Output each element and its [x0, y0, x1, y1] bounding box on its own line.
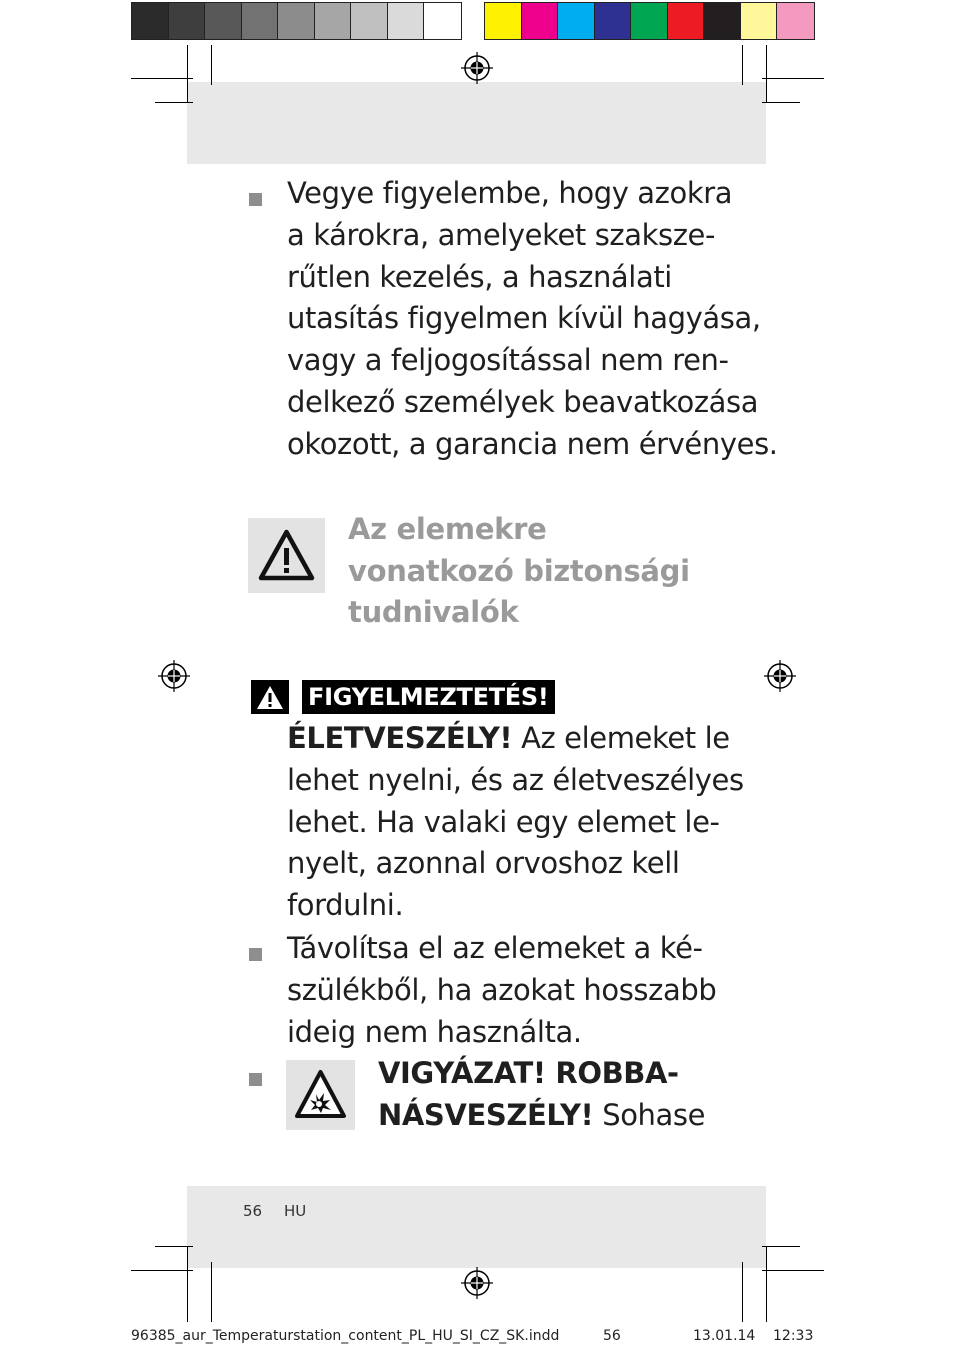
text-line: Vegye figyelembe, hogy azokra	[287, 176, 733, 210]
crop-mark	[742, 45, 743, 85]
text-line	[378, 1095, 705, 1137]
warranty-paragraph	[287, 173, 778, 466]
crop-mark	[211, 45, 212, 85]
color-swatch	[668, 3, 705, 39]
text-line: fordulni.	[287, 888, 404, 923]
crop-mark	[742, 1262, 743, 1322]
heading-line: vonatkozó biztonsági	[348, 553, 690, 588]
heading-line: Az elemekre	[348, 512, 547, 546]
language-code: HU	[284, 1202, 307, 1220]
warning-label: FIGYELMEZTETÉS!	[302, 680, 555, 714]
color-swatch	[485, 3, 522, 39]
text-line	[287, 718, 744, 760]
text-line: rűtlen kezelés, a használati	[287, 259, 672, 294]
text-line: ideig nem használta.	[287, 1014, 582, 1049]
crop-mark	[762, 102, 800, 103]
text-line: okozott, a garancia nem érvényes.	[287, 426, 778, 461]
remove-batteries-paragraph	[287, 928, 716, 1053]
explosion-icon-box	[286, 1060, 355, 1130]
registration-mark-icon	[158, 660, 190, 692]
color-swatch	[741, 3, 778, 39]
text-line: vagy a feljogosítással nem ren-	[287, 343, 729, 378]
crop-mark	[762, 1246, 800, 1247]
bullet-marker	[249, 1073, 262, 1086]
danger-lead: NÁSVESZÉLY!	[378, 1097, 594, 1132]
page-number: 56	[243, 1202, 263, 1220]
grayscale-bar	[131, 2, 462, 40]
text-line: VIGYÁZAT! ROBBA-	[378, 1056, 679, 1090]
explosion-warning-paragraph	[378, 1053, 705, 1137]
slug-page: 56	[603, 1328, 621, 1344]
section-heading	[348, 509, 690, 634]
color-swatch	[631, 3, 668, 39]
color-bar	[484, 2, 815, 40]
color-swatch	[424, 3, 461, 39]
crop-mark	[187, 45, 188, 103]
color-swatch	[169, 3, 206, 39]
text-line: szülékből, ha azokat hosszabb	[287, 972, 717, 1007]
crop-mark	[762, 1270, 824, 1271]
text-line: utasítás figyelmen kívül hagyása,	[287, 301, 761, 336]
color-swatch	[704, 3, 741, 39]
text-line: lehet. Ha valaki egy elemet le-	[287, 804, 720, 839]
warning-label-icon-box	[251, 680, 289, 714]
text-span: Sohase	[593, 1097, 706, 1132]
registration-mark-icon	[461, 52, 493, 84]
crop-mark	[762, 78, 824, 79]
warning-triangle-icon	[251, 680, 289, 714]
registration-mark-icon	[764, 660, 796, 692]
warning-icon-box	[248, 518, 325, 593]
text-span: Az elemeket le	[512, 721, 730, 755]
bullet-marker	[249, 193, 262, 206]
heading-line: tudnivalók	[348, 595, 519, 629]
danger-lead: ÉLETVESZÉLY!	[287, 721, 513, 755]
color-swatch	[558, 3, 595, 39]
slug-date: 13.01.14	[693, 1328, 756, 1344]
crop-mark	[187, 1246, 188, 1322]
crop-mark	[211, 1262, 212, 1322]
color-swatch	[242, 3, 279, 39]
warning-paragraph	[287, 718, 744, 927]
color-swatch	[388, 3, 425, 39]
color-swatch	[315, 3, 352, 39]
crop-mark	[131, 78, 193, 79]
crop-mark	[131, 1270, 193, 1271]
registration-mark-icon	[461, 1267, 493, 1299]
color-swatch	[351, 3, 388, 39]
text-line: lehet nyelni, és az életveszélyes	[287, 762, 744, 797]
warning-triangle-icon	[248, 518, 325, 593]
crop-mark	[766, 1246, 767, 1322]
text-line: a károkra, amelyeket szaksze-	[287, 217, 716, 252]
color-swatch	[205, 3, 242, 39]
color-swatch	[777, 3, 814, 39]
slug-filename: 96385_aur_Temperaturstation_content_PL_HU_SI_CZ_SK.indd	[131, 1328, 560, 1344]
color-swatch	[132, 3, 169, 39]
bullet-marker	[249, 948, 262, 961]
color-swatch	[595, 3, 632, 39]
color-swatch	[278, 3, 315, 39]
crop-mark	[766, 45, 767, 103]
text-line: nyelt, azonnal orvoshoz kell	[287, 846, 680, 881]
footer-band	[187, 1186, 766, 1268]
slug-time: 12:33	[773, 1328, 814, 1344]
text-line: delkező személyek beavatkozása	[287, 384, 759, 419]
explosion-hazard-icon	[286, 1060, 355, 1130]
text-line: Távolítsa el az elemeket a ké-	[287, 931, 703, 965]
header-band	[187, 82, 766, 164]
color-swatch	[522, 3, 559, 39]
